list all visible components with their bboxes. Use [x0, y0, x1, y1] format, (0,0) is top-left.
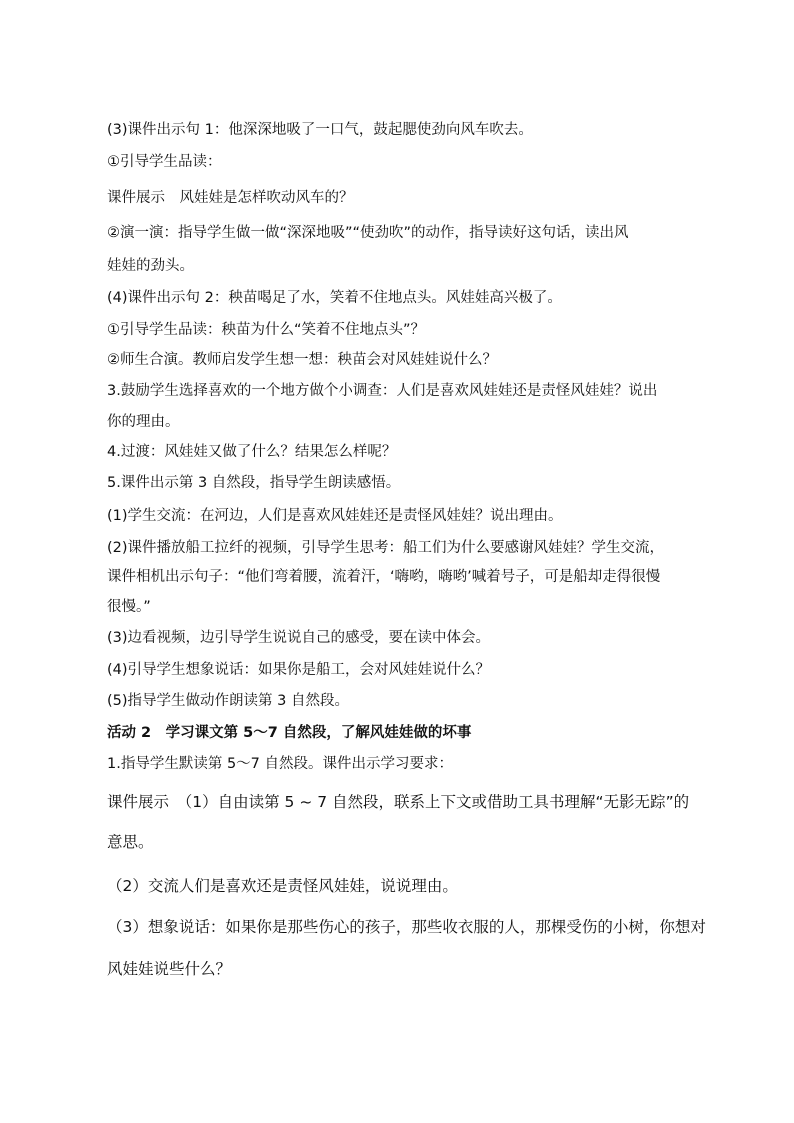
line-1: (3)课件出示句 1：他深深地吸了一口气，鼓起腮使劲向风车吹去。: [107, 122, 533, 138]
line-15: 课件相机出示句子：“他们弯着腰，流着汗，‘嗨哟，嗨哟’喊着号子，可是船却走得很慢: [107, 569, 661, 585]
line-17: (3)边看视频，边引导学生说说自己的感受，要在读中体会。: [107, 630, 491, 646]
line-18: (4)引导学生想象说话：如果你是船工，会对风娃娃说什么？: [107, 662, 491, 678]
line-16: 很慢。”: [107, 599, 151, 615]
line-6: (4)课件出示句 2：秧苗喝足了水，笑着不住地点头。风娃娃高兴极了。: [107, 290, 562, 306]
line-23: 意思。: [107, 833, 154, 851]
line-19: (5)指导学生做动作朗读第 3 自然段。: [107, 693, 349, 709]
line-10: 你的理由。: [107, 414, 180, 430]
line-25: （3）想象说话：如果你是那些伤心的孩子，那些收衣服的人，那棵受伤的小树，你想对: [107, 918, 706, 936]
line-9: 3.鼓励学生选择喜欢的一个地方做个小调查：人们是喜欢风娃娃还是责怪风娃娃？说出: [107, 383, 658, 399]
line-2: ①引导学生品读：: [107, 154, 222, 170]
line-7: ①引导学生品读：秧苗为什么“笑着不住地点头”？: [107, 322, 426, 338]
line-13: (1)学生交流：在河边，人们是喜欢风娃娃还是责怪风娃娃？说出理由。: [107, 508, 563, 524]
line-21: 1.指导学生默读第 5～7 自然段。课件出示学习要求：: [107, 756, 454, 772]
line-24: （2）交流人们是喜欢还是责怪风娃娃，说说理由。: [107, 877, 458, 895]
line-14: (2)课件播放船工拉纤的视频，引导学生思考：船工们为什么要感谢风娃娃？学生交流，: [107, 540, 665, 556]
line-12: 5.课件出示第 3 自然段，指导学生朗读感悟。: [107, 475, 401, 491]
line-26: 风娃娃说些什么？: [107, 960, 232, 978]
line-22: 课件展示 （1）自由读第 5 ~ 7 自然段，联系上下文或借助工具书理解“无影无踪”的: [107, 793, 690, 811]
line-11: 4.过渡：风娃娃又做了什么？结果怎么样呢？: [107, 444, 397, 460]
line-4: ②演一演：指导学生做一做“深深地吸”“使劲吹”的动作，指导读好这句话，读出风: [107, 225, 629, 241]
line-5: 娃娃的劲头。: [107, 258, 194, 274]
line-8: ②师生合演。教师启发学生想一想：秧苗会对风娃娃说什么？: [107, 352, 497, 368]
activity-2-heading: 活动 2 学习课文第 5～7 自然段，了解风娃娃做的坏事: [107, 725, 472, 741]
line-3: 课件展示 风娃娃是怎样吹动风车的？: [107, 190, 354, 206]
